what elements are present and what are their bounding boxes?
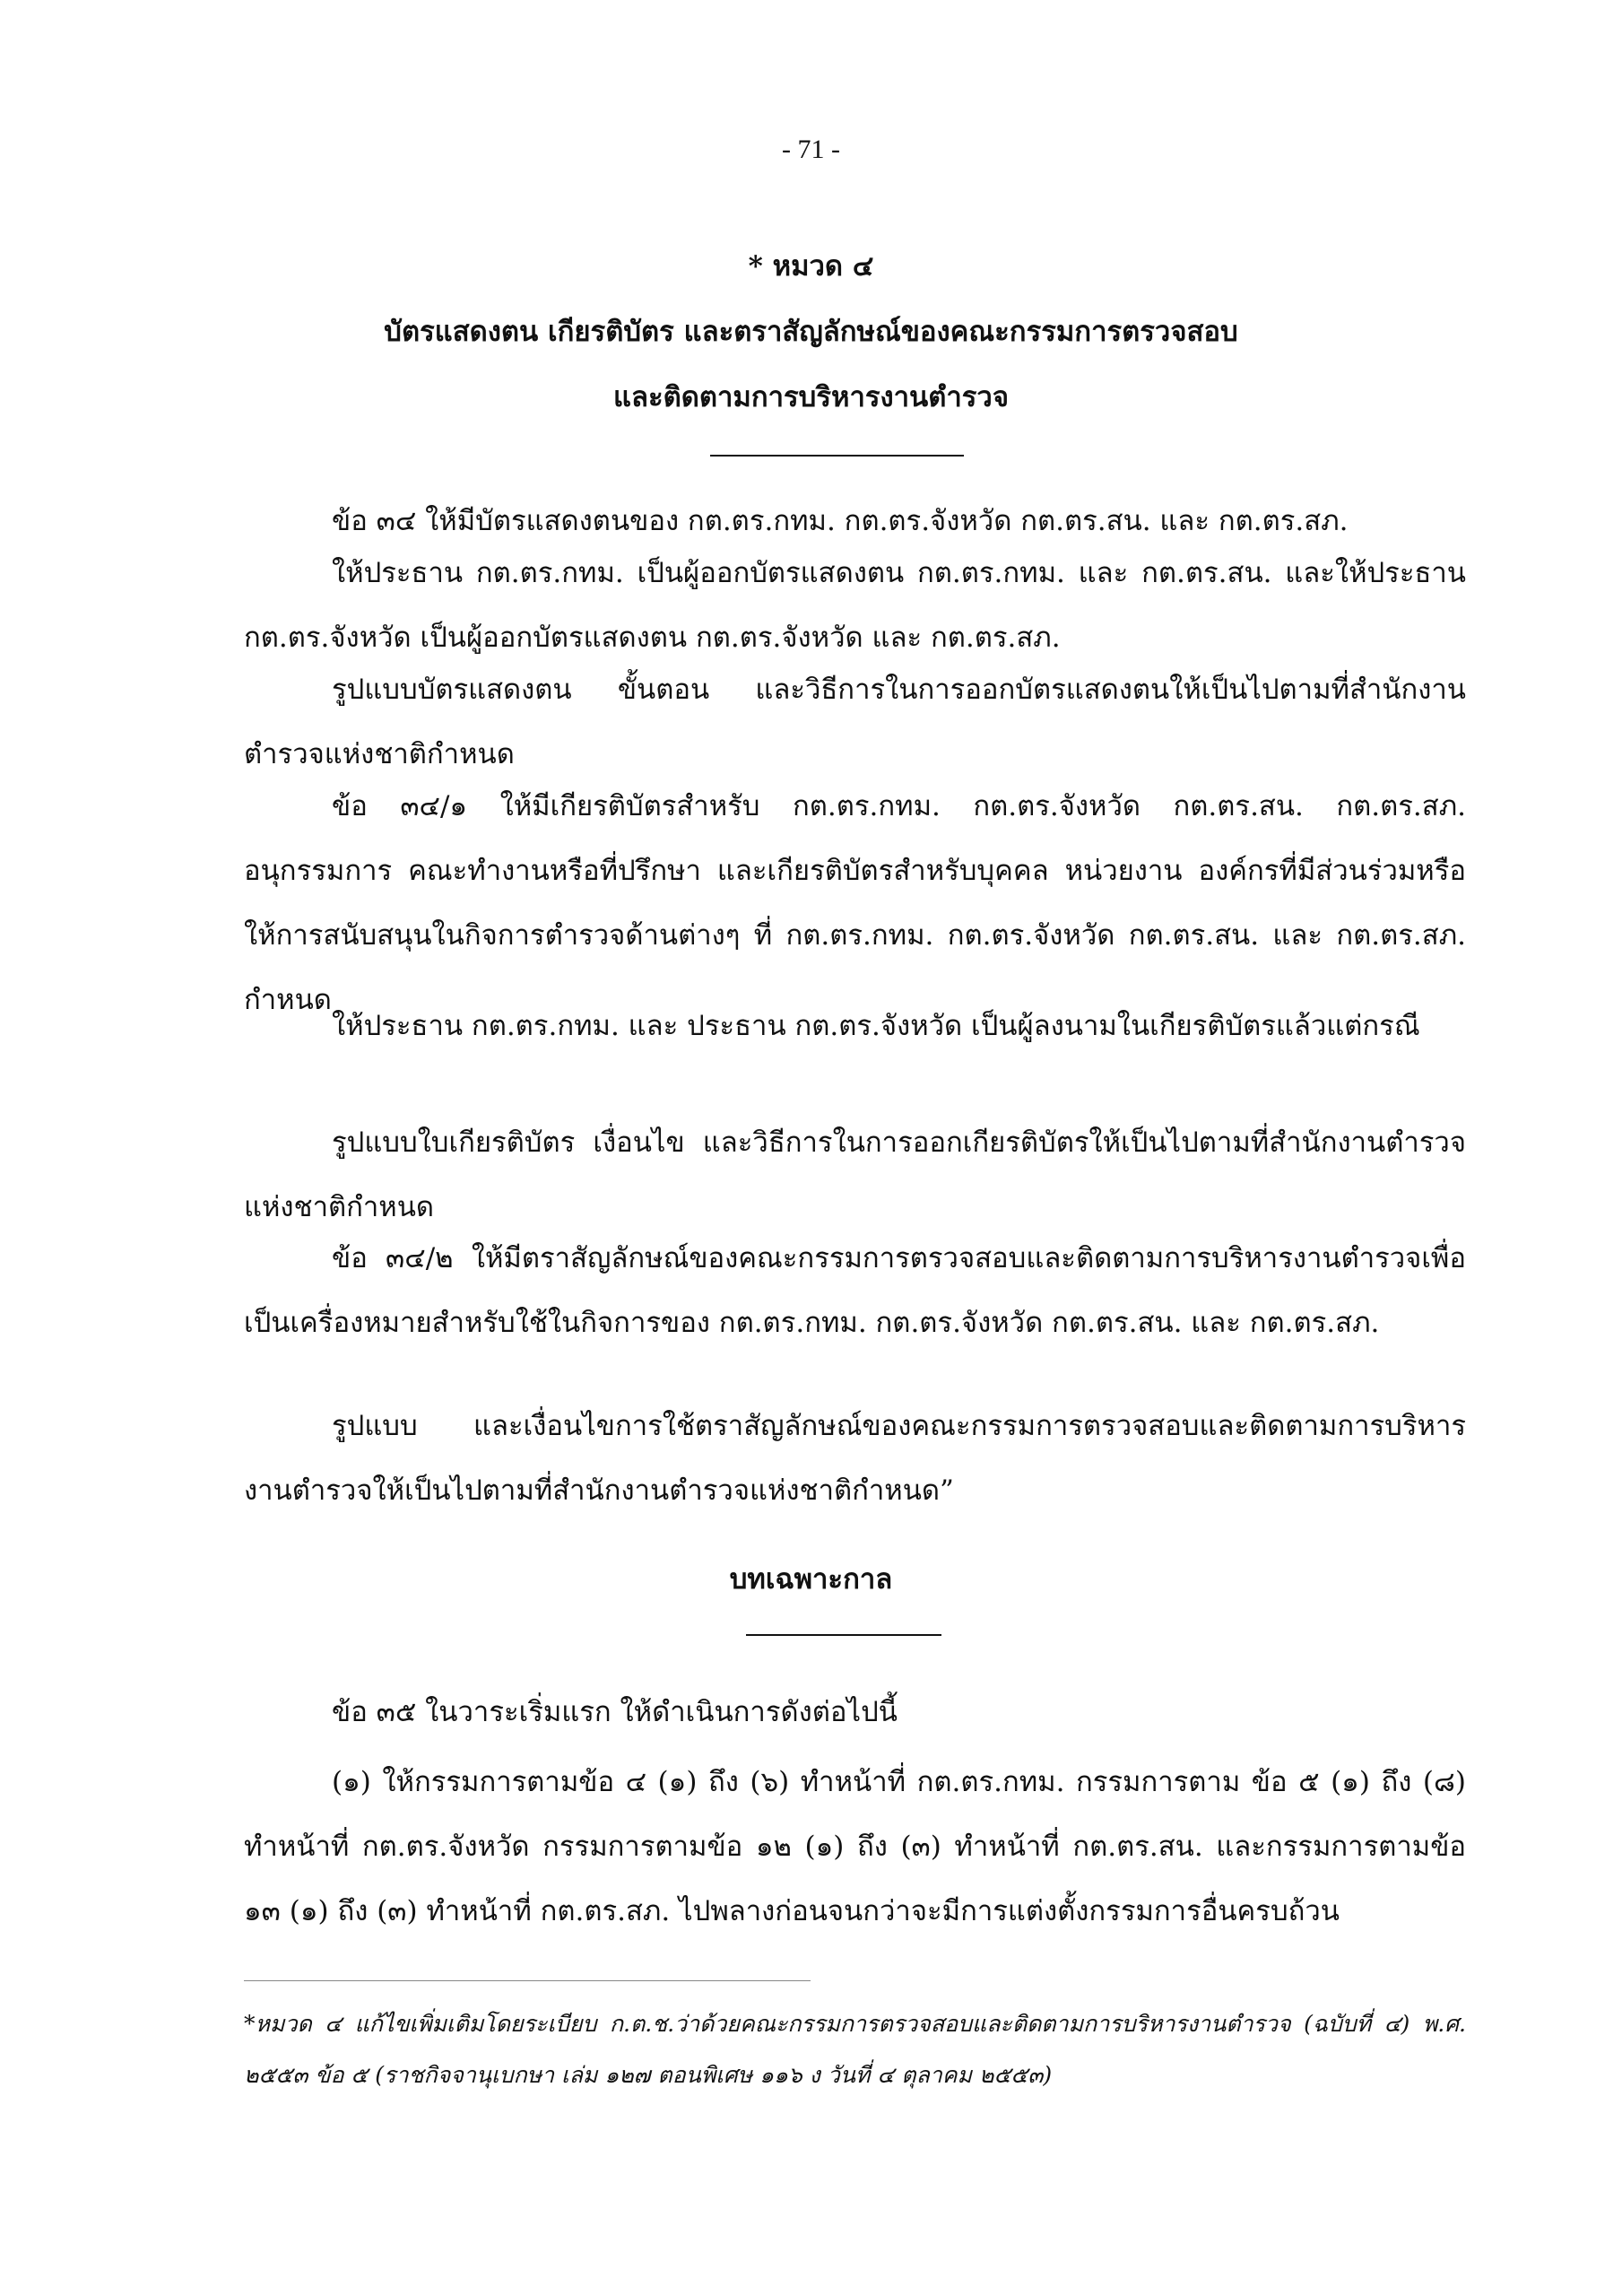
footnote-separator (244, 1980, 811, 1981)
chapter-title-line-2: และติดตามการบริหารงานตำรวจ (612, 381, 1009, 413)
clause-34-issuer: ให้ประธาน กต.ตร.กทม. เป็นผู้ออกบัตรแสดงตน กต.ตร.กทม. และ กต.ตร.สน. และให้ประธาน กต.ตร.จังหวัด เป็นผู้ออกบัตรแสดงตน กต.ตร.จังหวัด และ กต.ตร.สภ. (244, 557, 1466, 654)
footnote: *หมวด ๔ แก้ไขเพิ่มเติมโดยระเบียบ ก.ต.ช.ว่าด้วยคณะกรรมการตรวจสอบและติดตามการบริหารงานตำรวจ (ฉบับที่ ๔) พ.ศ. ๒๕๕๓ ข้อ ๕ (ราชกิจจานุเบกษา เล่ม ๑๒๗ ตอนพิเศษ ๑๑๖ ง วันที่ ๔ ตุลาคม ๒๕๕๓) (244, 2011, 1466, 2088)
clause-35: ข้อ ๓๕ ในวาระเริ่มแรก ให้ดำเนินการดังต่อไปนี้ (332, 1696, 898, 1728)
clause-34-1-signatory: ให้ประธาน กต.ตร.กทม. และ ประธาน กต.ตร.จังหวัด เป็นผู้ลงนามในเกียรติบัตรแล้วแต่กรณี (332, 1010, 1420, 1042)
clause-34: ข้อ ๓๔ ให้มีบัตรแสดงตนของ กต.ตร.กทม. กต.ตร.จังหวัด กต.ตร.สน. และ กต.ตร.สภ. (332, 505, 1349, 537)
transitional-heading: บทเฉพาะกาล (729, 1563, 893, 1596)
clause-34-1: ข้อ ๓๔/๑ ให้มีเกียรติบัตรสำหรับ กต.ตร.กทม. กต.ตร.จังหวัด กต.ตร.สน. กต.ตร.สภ. อนุกรรมการ คณะทำงานหรือที่ปรึกษา และเกียรติบัตรสำหรับบุคคล หน่วยงาน องค์กรที่มีส่วนร่วมหรือให้การสนับสนุนในกิจการตำรวจด้านต่างๆ ที่ กต.ตร.กทม. กต.ตร.จังหวัด กต.ตร.สน. และ กต.ตร.สภ. กำหนด (244, 790, 1466, 1016)
chapter-title-line-1: บัตรแสดงตน เกียรติบัตร และตราสัญลักษณ์ของคณะกรรมการตรวจสอบ (384, 316, 1238, 348)
clause-34-format: รูปแบบบัตรแสดงตน ขั้นตอน และวิธีการในการออกบัตรแสดงตนให้เป็นไปตามที่สำนักงานตำรวจแห่งชาติกำหนด (244, 674, 1466, 770)
clause-34-1-format: รูปแบบใบเกียรติบัตร เงื่อนไข และวิธีการในการออกเกียรติบัตรให้เป็นไปตามที่สำนักงานตำรวจแห่งชาติกำหนด (244, 1126, 1466, 1223)
clause-34-2-format: รูปแบบ และเงื่อนไขการใช้ตราสัญลักษณ์ของคณะกรรมการตรวจสอบและติดตามการบริหารงานตำรวจให้เป็นไปตามที่สำนักงานตำรวจแห่งชาติกำหนด” (244, 1410, 1466, 1507)
transitional-heading-underline (746, 1634, 941, 1636)
chapter-heading: * หมวด ๔ (748, 250, 874, 283)
clause-34-2: ข้อ ๓๔/๒ ให้มีตราสัญลักษณ์ของคณะกรรมการตรวจสอบและติดตามการบริหารงานตำรวจเพื่อเป็นเครื่องหมายสำหรับใช้ในกิจการของ กต.ตร.กทม. กต.ตร.จังหวัด กต.ตร.สน. และ กต.ตร.สภ. (244, 1242, 1466, 1339)
clause-35-item-1: (๑) ให้กรรมการตามข้อ ๔ (๑) ถึง (๖) ทำหน้าที่ กต.ตร.กทม. กรรมการตาม ข้อ ๕ (๑) ถึง (๘) ทำหน้าที่ กต.ตร.จังหวัด กรรมการตามข้อ ๑๒ (๑) ถึง (๓) ทำหน้าที่ กต.ตร.สน. และกรรมการตามข้อ ๑๓ (๑) ถึง (๓) ทำหน้าที่ กต.ตร.สภ. ไปพลางก่อนจนกว่าจะมีการแต่งตั้งกรรมการอื่นครบถ้วน (244, 1766, 1466, 1927)
page-number: - 71 - (782, 135, 840, 164)
chapter-title-underline (710, 455, 964, 457)
